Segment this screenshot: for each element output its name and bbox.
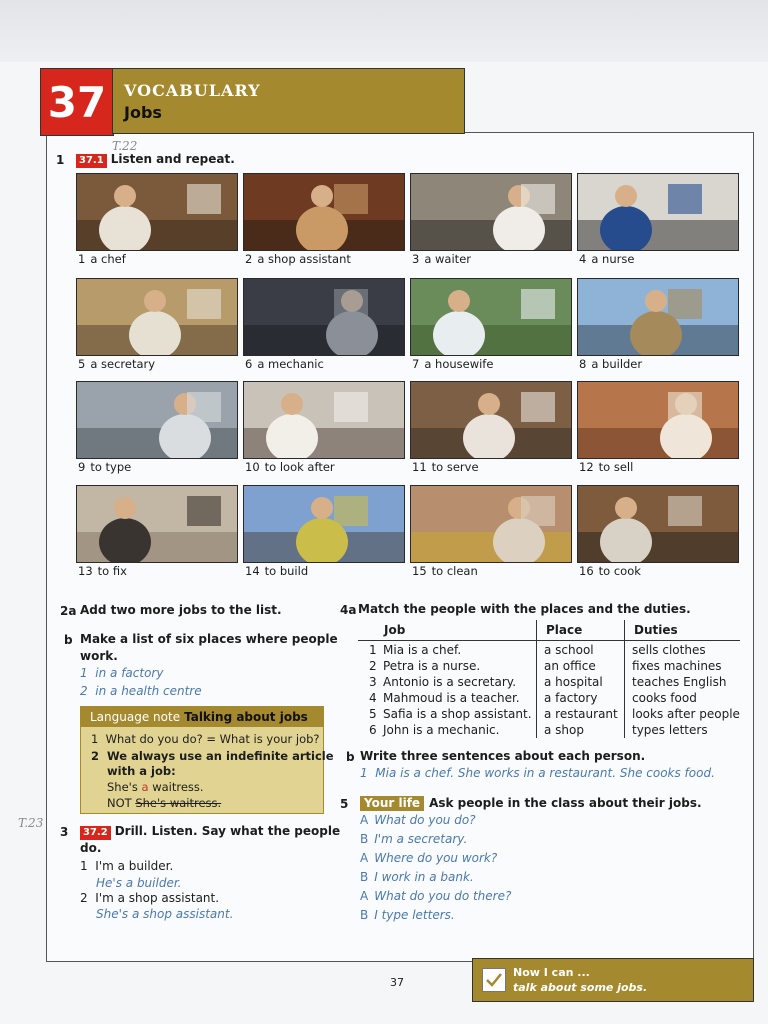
exercise-2b-answer-2: 2 in a health centre	[80, 684, 202, 698]
dialogue-text: I work in a bank.	[374, 870, 474, 884]
table-cell-duty: fixes machines	[632, 659, 722, 673]
exercise-3-item-2: 2 I'm a shop assistant.	[80, 891, 220, 905]
caption-number: 1	[78, 252, 86, 266]
caption-label: to fix	[97, 564, 127, 578]
serve-photo	[410, 381, 572, 459]
unit-kicker: VOCABULARY	[124, 81, 261, 100]
exercise-3-answer-2: She's a shop assistant.	[96, 907, 234, 921]
exercise-2b-instruction-line2: work.	[80, 649, 118, 663]
build-photo	[243, 485, 405, 563]
exercise-4a-number: 4a	[340, 603, 357, 617]
photo-caption	[412, 357, 493, 371]
photo-caption	[245, 357, 324, 371]
exercise-2b-instruction-line1: Make a list of six places where people	[80, 632, 338, 646]
photo-caption	[245, 252, 351, 266]
dialogue-text: I'm a secretary.	[374, 832, 468, 846]
exercise-3-number: 3	[60, 825, 69, 839]
table-cell-place: a factory	[544, 691, 598, 705]
caption-label: a chef	[90, 252, 126, 266]
sell-photo	[577, 381, 739, 459]
exercise-1-number: 1	[56, 153, 65, 167]
table-row-number: 4	[369, 691, 377, 705]
dialogue-line	[360, 870, 474, 884]
table-cell-duty: looks after people	[632, 707, 740, 721]
exercise-1-instruction: 37.1 Listen and repeat.	[76, 151, 235, 168]
caption-number: 9	[78, 460, 86, 474]
unit-title-box	[112, 68, 465, 134]
table-cell-duty: cooks food	[632, 691, 697, 705]
photo-caption	[579, 252, 634, 266]
mechanic-photo	[243, 278, 405, 356]
check-icon[interactable]	[482, 968, 506, 992]
photo-caption	[78, 564, 127, 578]
unit-number: 37	[40, 68, 114, 136]
scan-top-strip	[0, 0, 768, 66]
fix-photo	[76, 485, 238, 563]
table-header-place: Place	[546, 623, 583, 637]
exercise-4b-answer: 1 Mia is a chef. She works in a restaurant. She cooks food.	[360, 766, 715, 780]
table-row-number: 5	[369, 707, 377, 721]
caption-number: 8	[579, 357, 587, 371]
dialogue-line	[360, 813, 476, 827]
table-cell-job: Antonio is a secretary.	[383, 675, 517, 689]
caption-number: 15	[412, 564, 427, 578]
track-badge-37-2[interactable]: 37.2	[80, 826, 111, 840]
caption-number: 5	[78, 357, 86, 371]
caption-label: to clean	[431, 564, 478, 578]
caption-number: 12	[579, 460, 594, 474]
caption-label: a mechanic	[257, 357, 324, 371]
builder-photo	[577, 278, 739, 356]
dialogue-speaker: A	[360, 889, 369, 903]
table-cell-place: a hospital	[544, 675, 603, 689]
now-i-can-title: Now I can ...	[513, 966, 590, 979]
table-column-divider	[536, 620, 537, 738]
page-number: 37	[390, 976, 404, 989]
table-header-rule	[358, 640, 740, 641]
shop-assistant-photo	[243, 173, 405, 251]
exercise-4a-instruction: Match the people with the places and the duties.	[358, 602, 691, 616]
caption-number: 11	[412, 460, 427, 474]
caption-label: a nurse	[591, 252, 635, 266]
typing-photo	[76, 381, 238, 459]
dialogue-text: Where do you work?	[374, 851, 498, 865]
caption-label: to look after	[264, 460, 335, 474]
table-cell-duty: teaches English	[632, 675, 727, 689]
table-header-job: Job	[384, 623, 406, 637]
secretary-photo	[76, 278, 238, 356]
photo-caption	[78, 460, 131, 474]
exercise-3-instruction-line1: 37.2 Drill. Listen. Say what the people	[80, 823, 340, 840]
table-row-number: 3	[369, 675, 377, 689]
table-cell-job: Mahmoud is a teacher.	[383, 691, 520, 705]
exercise-2a-instruction: Add two more jobs to the list.	[80, 603, 282, 617]
language-note-example: She's a waitress.	[107, 780, 204, 794]
look-after-photo	[243, 381, 405, 459]
photo-caption	[245, 460, 335, 474]
clean-photo	[410, 485, 572, 563]
exercise-4b-number: b	[346, 750, 355, 764]
exercise-3-answer-1: He's a builder.	[96, 876, 182, 890]
caption-label: a housewife	[424, 357, 494, 371]
exercise-4b-instruction: Write three sentences about each person.	[360, 749, 646, 763]
dialogue-line	[360, 889, 511, 903]
photo-caption	[78, 252, 126, 266]
caption-label: a builder	[591, 357, 643, 371]
caption-label: to build	[264, 564, 309, 578]
photo-caption	[579, 564, 641, 578]
language-note-header: Language note Talking about jobs	[81, 707, 323, 727]
table-cell-job: Petra is a nurse.	[383, 659, 481, 673]
language-note-point-2: 2 We always use an indefinite article	[91, 749, 334, 763]
exercise-5-instruction: Your life Ask people in the class about their jobs.	[360, 795, 702, 812]
caption-number: 10	[245, 460, 260, 474]
dialogue-line	[360, 851, 497, 865]
photo-caption	[579, 460, 633, 474]
language-note-point-2-cont: with a job:	[107, 764, 176, 778]
now-i-can-text: talk about some jobs.	[513, 981, 648, 994]
table-cell-duty: types letters	[632, 723, 708, 737]
caption-number: 13	[78, 564, 93, 578]
caption-number: 6	[245, 357, 253, 371]
caption-label: to type	[90, 460, 132, 474]
your-life-badge: Your life	[360, 796, 424, 811]
table-cell-job: Mia is a chef.	[383, 643, 462, 657]
caption-number: 14	[245, 564, 260, 578]
waiter-photo	[410, 173, 572, 251]
caption-number: 7	[412, 357, 420, 371]
caption-label: a waiter	[424, 252, 471, 266]
language-note-wrong-example: NOT She's waitress.	[107, 796, 222, 810]
dialogue-speaker: A	[360, 813, 369, 827]
table-row-number: 2	[369, 659, 377, 673]
caption-number: 16	[579, 564, 594, 578]
table-cell-job: John is a mechanic.	[383, 723, 500, 737]
table-row-number: 1	[369, 643, 377, 657]
dialogue-text: What do you do?	[374, 813, 476, 827]
table-cell-place: a school	[544, 643, 594, 657]
caption-number: 4	[579, 252, 587, 266]
caption-number: 3	[412, 252, 420, 266]
exercise-3-instruction-line2: do.	[80, 841, 102, 855]
cook-photo	[577, 485, 739, 563]
exercise-5-number: 5	[340, 797, 349, 811]
table-column-divider	[624, 620, 625, 738]
dialogue-line	[360, 832, 467, 846]
nurse-photo	[577, 173, 739, 251]
photo-caption	[412, 460, 479, 474]
dialogue-speaker: B	[360, 870, 369, 884]
table-cell-place: a shop	[544, 723, 584, 737]
exercise-3-item-1: 1 I'm a builder.	[80, 859, 174, 873]
dialogue-text: What do you do there?	[374, 889, 512, 903]
photo-caption	[78, 357, 155, 371]
dialogue-speaker: B	[360, 908, 369, 922]
caption-label: a shop assistant	[257, 252, 351, 266]
caption-label: a secretary	[90, 357, 156, 371]
table-header-duties: Duties	[634, 623, 678, 637]
dialogue-text: I type letters.	[374, 908, 455, 922]
dialogue-line	[360, 908, 455, 922]
housewife-photo	[410, 278, 572, 356]
now-i-can-box	[472, 958, 754, 1002]
language-note-point-1: 1 What do you do? = What is your job?	[91, 732, 320, 746]
table-cell-job: Safia is a shop assistant.	[383, 707, 532, 721]
handwritten-note-t22: T.22	[112, 139, 138, 153]
table-cell-place: an office	[544, 659, 596, 673]
exercise-2b-number: b	[64, 633, 73, 647]
caption-number: 2	[245, 252, 253, 266]
exercise-2b-answer-1: 1 in a factory	[80, 666, 164, 680]
language-note-box	[80, 706, 334, 814]
track-badge[interactable]: 37.1	[76, 154, 107, 168]
handwritten-note-t23: T.23	[18, 816, 44, 830]
photo-caption	[579, 357, 642, 371]
photo-caption	[245, 564, 308, 578]
photo-caption	[412, 564, 478, 578]
caption-label: to cook	[598, 564, 641, 578]
exercise-2a-number: 2a	[60, 604, 77, 618]
dialogue-speaker: A	[360, 851, 369, 865]
table-row-number: 6	[369, 723, 377, 737]
caption-label: to serve	[431, 460, 479, 474]
table-cell-place: a restaurant	[544, 707, 618, 721]
photo-caption	[412, 252, 471, 266]
chef-photo	[76, 173, 238, 251]
caption-label: to sell	[598, 460, 634, 474]
unit-title: Jobs	[124, 103, 162, 122]
dialogue-speaker: B	[360, 832, 369, 846]
table-cell-duty: sells clothes	[632, 643, 706, 657]
